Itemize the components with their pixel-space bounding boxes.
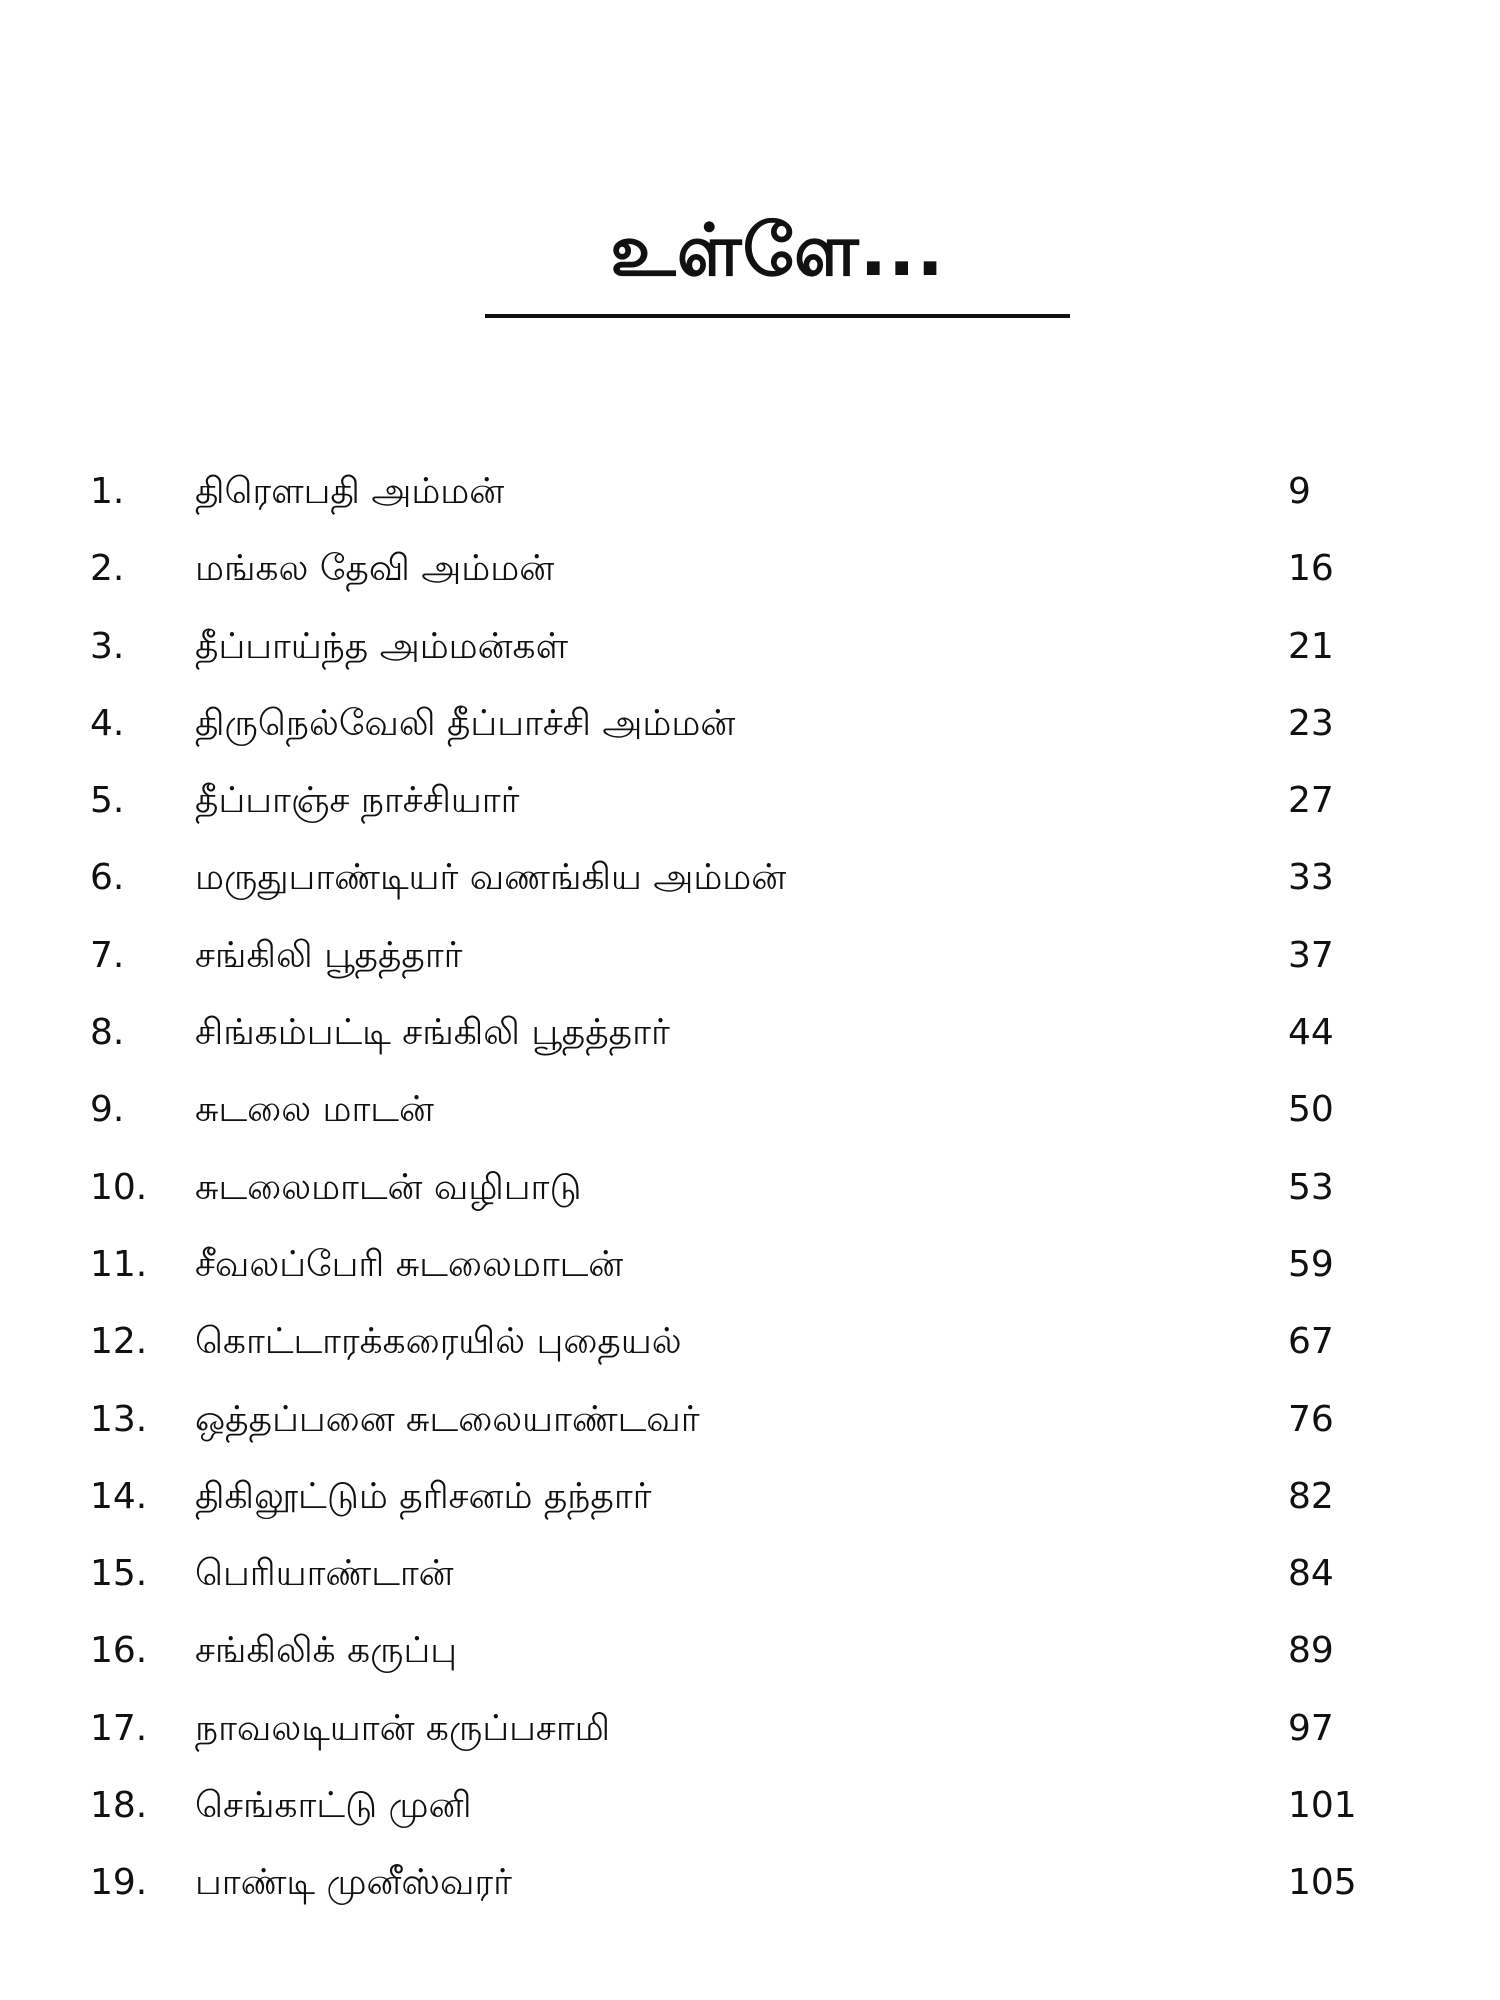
toc-entry-title: ஒத்தப்பனை சுடலையாண்டவர் [195,1398,700,1440]
toc-entry-page: 53 [1288,1166,1334,1208]
toc-entry [0,617,1500,694]
toc-entry-title: நாவலடியான் கருப்பசாமி [195,1707,611,1749]
table-of-contents [0,462,1500,1931]
toc-entry-number: 5. [90,780,125,822]
toc-entry-page: 21 [1288,625,1334,667]
toc-entry [0,1235,1500,1312]
toc-entry-number: 18. [90,1785,148,1827]
page-title: உள்ளே... [610,208,945,292]
toc-entry-number: 6. [90,857,125,899]
toc-entry-number: 2. [90,548,125,590]
toc-entry-page: 82 [1288,1475,1334,1517]
toc-entry-title: திகிலூட்டும் தரிசனம் தந்தார் [195,1475,652,1517]
toc-entry-title: செங்காட்டு முனி [195,1785,472,1827]
toc-entry-title: பெரியாண்டான் [195,1553,454,1595]
toc-entry-page: 23 [1288,702,1334,744]
toc-entry-title: தீப்பாய்ந்த அம்மன்கள் [195,625,569,667]
toc-entry-number: 13. [90,1398,148,1440]
toc-entry [0,771,1500,848]
toc-entry-title: பாண்டி முனீஸ்வரர் [195,1862,512,1904]
toc-entry-number: 11. [90,1243,148,1285]
toc-entry-number: 17. [90,1707,148,1749]
toc-entry-page: 59 [1288,1243,1334,1285]
toc-entry-number: 14. [90,1475,148,1517]
toc-entry-page: 97 [1288,1707,1334,1749]
toc-entry [0,1853,1500,1930]
toc-entry-title: திரௌபதி அம்மன் [195,471,505,512]
toc-entry [0,926,1500,1003]
toc-entry-number: 10. [90,1166,148,1208]
toc-entry [0,1621,1500,1698]
toc-entry-title: கொட்டாரக்கரையில் புதையல் [195,1321,682,1363]
toc-entry-page: 50 [1288,1089,1334,1131]
toc-entry-number: 9. [90,1089,125,1131]
toc-entry-page: 27 [1288,780,1334,822]
toc-entry-number: 12. [90,1321,148,1363]
toc-entry-number: 1. [90,471,125,512]
toc-entry-number: 7. [90,934,125,976]
toc-entry [0,694,1500,771]
toc-entry-page: 89 [1288,1630,1334,1672]
toc-entry-page: 16 [1288,548,1334,590]
toc-entry-page: 76 [1288,1398,1334,1440]
toc-entry-number: 19. [90,1862,148,1904]
toc-entry [0,539,1500,616]
toc-entry-number: 3. [90,625,125,667]
toc-entry [0,1776,1500,1853]
toc-entry-title: சீவலப்பேரி சுடலைமாடன் [195,1243,624,1285]
toc-entry [0,1312,1500,1389]
toc-entry-page: 101 [1288,1785,1357,1827]
toc-entry-title: சங்கிலிக் கருப்பு [195,1630,458,1672]
toc-entry [0,462,1500,539]
toc-entry [0,1699,1500,1776]
toc-entry [0,848,1500,925]
toc-entry-title: சிங்கம்பட்டி சங்கிலி பூதத்தார் [195,1012,670,1054]
toc-entry-page: 37 [1288,934,1334,976]
toc-entry-title: திருநெல்வேலி தீப்பாச்சி அம்மன் [195,702,736,744]
toc-entry [0,1390,1500,1467]
toc-entry [0,1467,1500,1544]
toc-entry-title: சுடலை மாடன் [195,1089,434,1131]
toc-entry-page: 33 [1288,857,1334,899]
toc-entry-title: மருதுபாண்டியர் வணங்கிய அம்மன் [195,857,787,899]
title-underline [485,314,1070,318]
toc-entry-page: 44 [1288,1012,1334,1054]
toc-entry-page: 105 [1288,1862,1357,1904]
toc-entry-number: 16. [90,1630,148,1672]
toc-entry-number: 4. [90,702,125,744]
toc-entry-title: தீப்பாஞ்ச நாச்சியார் [195,780,520,822]
toc-entry-number: 8. [90,1012,125,1054]
toc-entry-page: 84 [1288,1553,1334,1595]
toc-entry-page: 67 [1288,1321,1334,1363]
toc-entry-title: சங்கிலி பூதத்தார் [195,934,463,976]
toc-entry-page: 9 [1288,471,1311,512]
toc-entry [0,1158,1500,1235]
toc-entry [0,1080,1500,1157]
toc-entry [0,1003,1500,1080]
toc-entry-title: மங்கல தேவி அம்மன் [195,548,555,590]
toc-entry [0,1544,1500,1621]
toc-entry-number: 15. [90,1553,148,1595]
toc-entry-title: சுடலைமாடன் வழிபாடு [195,1166,582,1208]
